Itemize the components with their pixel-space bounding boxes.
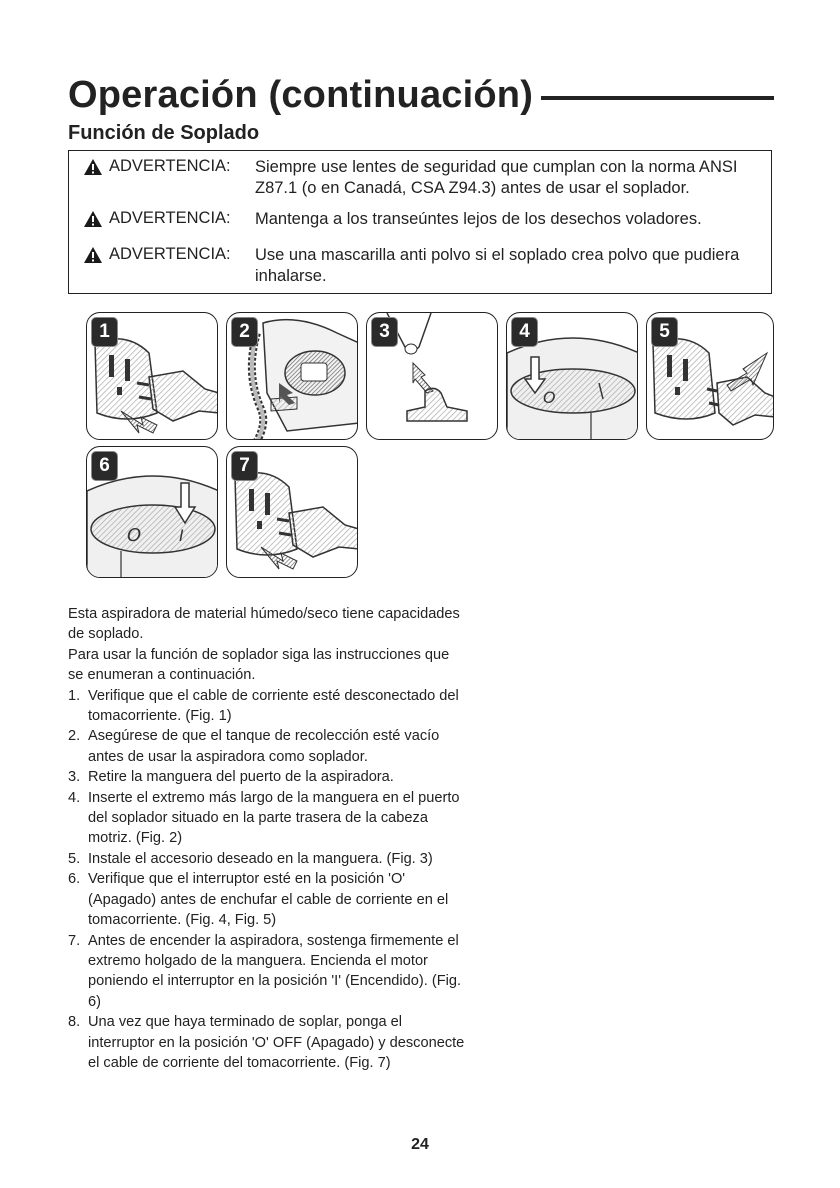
warning-icon	[83, 158, 103, 176]
step-text: Asegúrese de que el tanque de recolección esté vacío antes de usar la aspiradora como soplador.	[88, 728, 440, 765]
warning-text: Mantenga a los transeúntes lejos de los desechos voladores.	[255, 210, 702, 228]
title-rule	[541, 96, 774, 100]
figure-7	[226, 446, 358, 578]
switch-label-off: O	[127, 525, 142, 546]
warning-box	[68, 150, 772, 294]
warning-icon	[83, 210, 103, 228]
figure-2	[226, 312, 358, 440]
list-item	[68, 767, 468, 787]
intro-paragraph: Esta aspiradora de material húmedo/seco tiene capacidades de soplado.	[68, 606, 460, 643]
figure-3	[366, 312, 498, 440]
warning-label: ADVERTENCIA:	[109, 209, 231, 227]
section-heading: Función de Soplado	[68, 122, 260, 144]
warning-1	[83, 157, 775, 199]
page-number: 24	[411, 1136, 429, 1153]
steps-list	[68, 686, 468, 1074]
step-text: Verifique que el interruptor esté en la posición 'O' (Apagado) antes de enchufar el cable de corriente en el tomacorriente. (Fig. 4, Fig. 5)	[88, 871, 449, 929]
instructions	[68, 604, 468, 1073]
warning-2	[83, 209, 775, 230]
figure-1	[86, 312, 218, 440]
warning-label: ADVERTENCIA:	[109, 245, 231, 263]
step-number: 6.	[68, 871, 81, 888]
step-text: Instale el accesorio deseado en la manguera. (Fig. 3)	[88, 850, 433, 867]
step-number: 2.	[68, 728, 81, 745]
warning-text: Use una mascarilla anti polvo si el soplado crea polvo que pudiera inhalarse.	[255, 246, 740, 285]
step-number: 8.	[68, 1014, 81, 1031]
figure-number: 5	[651, 317, 678, 347]
list-item	[68, 869, 468, 930]
step-number: 3.	[68, 769, 81, 786]
switch-label-on: I	[179, 526, 184, 545]
figure-number: 6	[91, 451, 118, 481]
step-text: Inserte el extremo más largo de la manguera en el puerto del soplador situado en la parte trasera de la cabeza motriz. (Fig. 2)	[88, 789, 460, 847]
figure-6	[86, 446, 218, 578]
figure-number: 4	[511, 317, 538, 347]
step-text: Verifique que el cable de corriente esté desconectado del tomacorriente. (Fig. 1)	[88, 687, 459, 725]
switch-label-off: O	[543, 388, 556, 407]
list-item	[68, 726, 468, 767]
figure-number: 1	[91, 317, 118, 347]
step-number: 4.	[68, 789, 81, 806]
step-number: 5.	[68, 850, 81, 867]
figure-5	[646, 312, 774, 440]
list-item	[68, 849, 468, 869]
list-item	[68, 686, 468, 727]
step-text: Antes de encender la aspiradora, sostenga firmemente el extremo holgado de la manguera. Encienda el motor poniendo el interruptor en la posición 'I' (Encendido). (Fig. 6)	[88, 932, 462, 1010]
list-item	[68, 788, 468, 849]
figure-4	[506, 312, 638, 440]
warning-3	[83, 245, 775, 287]
figure-number: 7	[231, 451, 258, 481]
step-number: 1.	[68, 687, 81, 704]
warning-icon	[83, 246, 103, 264]
page-title: Operación (continuación)	[68, 73, 534, 116]
figure-number: 2	[231, 317, 258, 347]
warning-label: ADVERTENCIA:	[109, 157, 231, 175]
warning-text: Siempre use lentes de seguridad que cumplan con la norma ANSI Z87.1 (o en Canadá, CSA Z94.3) antes de usar el soplador.	[255, 158, 738, 197]
list-item	[68, 931, 468, 1013]
step-text: Una vez que haya terminado de soplar, ponga el interruptor en la posición 'O' OFF (Apagado) y desconecte el cable de corriente del tomacorriente. (Fig. 7)	[88, 1014, 465, 1071]
step-number: 7.	[68, 932, 81, 949]
title-row	[68, 72, 774, 118]
list-item	[68, 1012, 468, 1073]
intro-paragraph: Para usar la función de soplador siga las instrucciones que se enumeran a continuación.	[68, 646, 450, 684]
step-text: Retire la manguera del puerto de la aspiradora.	[88, 769, 394, 786]
figure-number: 3	[371, 317, 398, 347]
